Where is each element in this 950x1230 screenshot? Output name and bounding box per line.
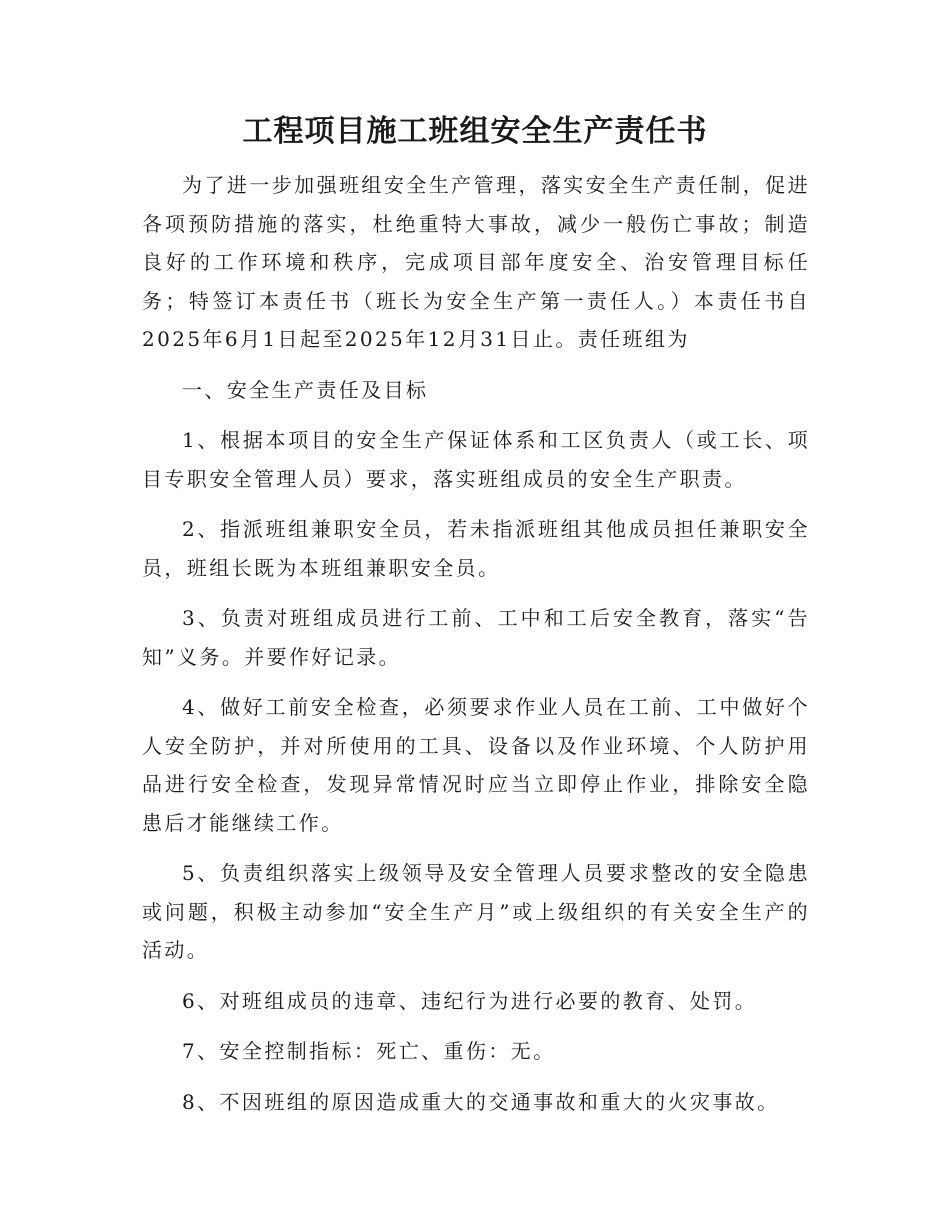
intro-paragraph: 为了进一步加强班组安全生产管理，落实安全生产责任制，促进各项预防措施的落实，杜绝重特大事故，减少一般伤亡事故；制造良好的工作环境和秩序，完成项目部年度安全、治安管理目标任务；特签订本责任书（班长为安全生产第一责任人。）本责任书自2025年6月1日起至2025年12月31日止。责任班组为: [142, 173, 810, 351]
clause-5-paragraph: 5、负责组织落实上级领导及安全管理人员要求整改的安全隐患或问题，积极主动参加“安全生产月”或上级组织的有关安全生产的活动。: [142, 861, 810, 962]
clause-8-paragraph: 8、不因班组的原因造成重大的交通事故和重大的火灾事故。: [182, 1089, 780, 1114]
document-body: [142, 166, 810, 1133]
clause-7-paragraph: 7、安全控制指标：死亡、重伤：无。: [182, 1039, 556, 1063]
clause-4-paragraph: 4、做好工前安全检查，必须要求作业人员在工前、工中做好个人安全防护，并对所使用的工具、设备以及作业环境、个人防护用品进行安全检查，发现异常情况时应当立即停止作业，排除安全隐患后才能继续工作。: [142, 695, 810, 835]
clause-6-paragraph: 6、对班组成员的违章、违纪行为进行必要的教育、处罚。: [182, 988, 758, 1013]
clause-3-paragraph: 3、负责对班组成员进行工前、工中和工后安全教育，落实“告知”义务。并要作好记录。: [142, 606, 810, 669]
section-heading: 一、安全生产责任及目标: [182, 377, 429, 402]
clause-2-paragraph: 2、指派班组兼职安全员，若未指派班组其他成员担任兼职安全员，班组长既为本班组兼职安全员。: [142, 517, 810, 580]
clause-1-paragraph: 1、根据本项目的安全生产保证体系和工区负责人（或工长、项目专职安全管理人员）要求，落实班组成员的安全生产职责。: [142, 428, 810, 491]
document-title: 工程项目施工班组安全生产责任书: [242, 114, 708, 149]
